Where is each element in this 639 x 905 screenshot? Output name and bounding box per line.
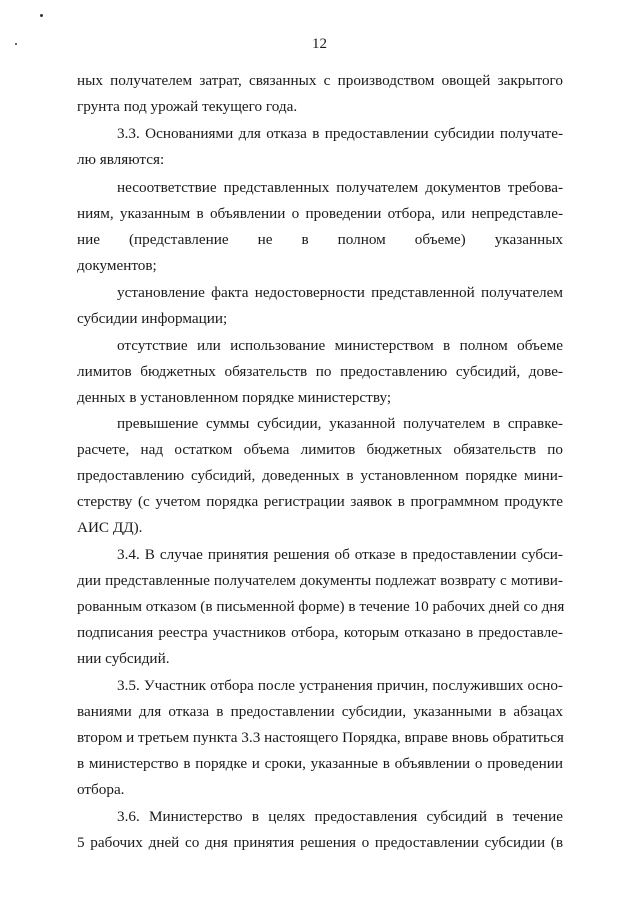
text-line: отбора. — [77, 781, 125, 798]
text-line: расчете, над остатком объема лимитов бюджетных обязательств по — [77, 441, 563, 458]
text-line: лю являются: — [77, 151, 165, 168]
text-line: дии представленные получателем документы подлежат возврату с мотиви- — [77, 572, 563, 589]
text-line: 3.6. Министерство в целях предоставления субсидий в течение — [117, 808, 563, 825]
text-line: втором и третьем пункта 3.3 настоящего Порядка, вправе вновь обратиться — [77, 729, 564, 746]
text-line: ных получателем затрат, связанных с производством овощей закрытого — [77, 72, 563, 89]
scan-speck — [40, 14, 43, 17]
text-line: в министерство в порядке и сроки, указанные в объявлении о проведении — [77, 755, 563, 772]
text-line: лимитов бюджетных обязательств по предоставлению субсидий, дове- — [77, 363, 563, 380]
text-line: 3.4. В случае принятия решения об отказе в предоставлении субси- — [117, 546, 563, 563]
text-line: подписания реестра участников отбора, которым отказано в предоставле- — [77, 624, 563, 641]
page-number: 12 — [312, 36, 327, 52]
text-line: стерству (с учетом порядка регистрации заявок в программном продукте — [77, 493, 563, 510]
text-line: несоответствие представленных получателем документов требова- — [117, 179, 563, 196]
text-line: 5 рабочих дней со дня принятия решения о предоставлении субсидии (в — [77, 834, 563, 851]
text-line: 3.3. Основаниями для отказа в предоставлении субсидии получате- — [117, 125, 563, 142]
text-line: грунта под урожай текущего года. — [77, 98, 298, 115]
text-line: отсутствие или использование министерством в полном объеме — [117, 337, 563, 354]
text-line: ниям, указанным в объявлении о проведении отбора, или непредставле- — [77, 205, 563, 222]
text-line: денных в установленном порядке министерству; — [77, 389, 392, 406]
text-line: превышение суммы субсидии, указанной получателем в справке- — [117, 415, 563, 432]
text-line: 3.5. Участник отбора после устранения причин, послуживших осно- — [117, 677, 563, 694]
text-line: ние (представление не в полном объеме) указанных — [77, 231, 563, 248]
text-line: установление факта недостоверности представленной получателем — [117, 284, 563, 301]
text-line: субсидии информации; — [77, 310, 228, 327]
text-line: предоставлению субсидий, доведенных в установленном порядке мини- — [77, 467, 563, 484]
text-line: АИС ДД). — [77, 519, 143, 536]
text-line: нии субсидий. — [77, 650, 170, 667]
text-line: документов; — [77, 257, 157, 274]
text-line: ваниями для отказа в предоставлении субсидии, указанными в абзацах — [77, 703, 563, 720]
text-line: рованным отказом (в письменной форме) в течение 10 рабочих дней со дня — [77, 598, 565, 615]
